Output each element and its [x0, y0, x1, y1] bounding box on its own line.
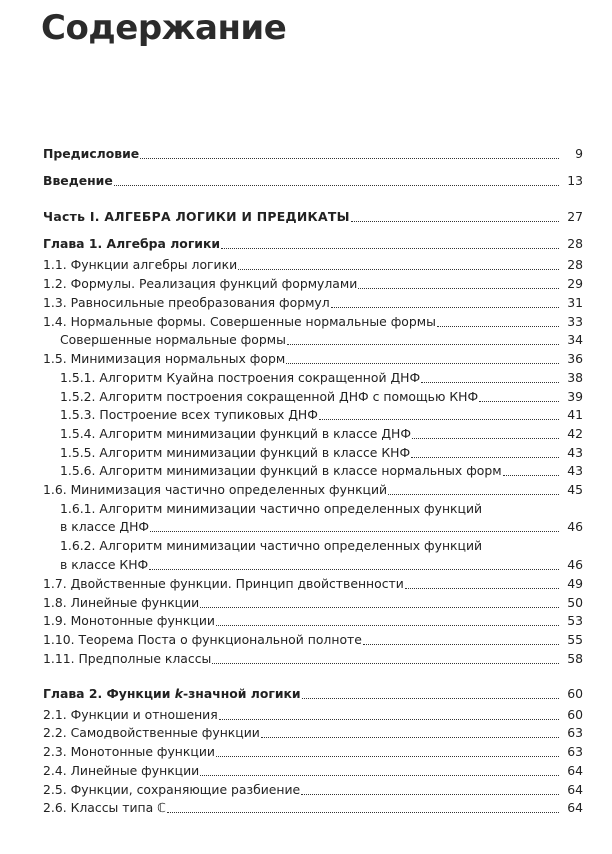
toc-entry-section[interactable]	[43, 763, 583, 779]
dot-leader	[200, 607, 559, 608]
toc-entry-subsection[interactable]	[43, 370, 583, 386]
dot-leader	[412, 438, 559, 439]
dot-leader	[411, 457, 559, 458]
toc-page-number: 46	[567, 557, 583, 572]
toc-page-number: 64	[567, 782, 583, 797]
toc-entry-title: 2.1. Функции и отношения	[43, 707, 218, 722]
chapter-title-start: Глава 2. Функции	[43, 686, 175, 701]
toc-entry-title: в классе ДНФ	[60, 519, 150, 534]
toc-entry-section[interactable]	[43, 595, 583, 611]
toc-entry-section[interactable]	[43, 651, 583, 667]
chapter-title-end: -значной логики	[182, 686, 301, 701]
toc-page-number: 55	[567, 632, 583, 647]
toc-page-number: 43	[567, 445, 583, 460]
toc-entry-subsection[interactable]	[43, 389, 583, 405]
toc-entry-title: 1.3. Равносильные преобразования формул	[43, 295, 330, 310]
toc-entry-section[interactable]	[43, 314, 583, 330]
dot-leader	[479, 401, 559, 402]
toc-entry-subsection[interactable]	[43, 426, 583, 442]
dot-leader	[286, 363, 559, 364]
dot-leader	[212, 663, 559, 664]
toc-entry-title: 1.5.6. Алгоритм минимизации функций в классе нормальных форм	[60, 463, 502, 478]
toc-page-number: 33	[567, 314, 583, 329]
dot-leader	[200, 775, 559, 776]
toc-entry-chapter-2[interactable]	[43, 686, 583, 702]
toc-page-number: 28	[567, 257, 583, 272]
toc-page-number: 64	[567, 763, 583, 778]
toc-page-number: 27	[567, 209, 583, 224]
toc-page-number: 46	[567, 519, 583, 534]
toc-entry-section[interactable]	[43, 782, 583, 798]
toc-entry-introduction[interactable]	[43, 173, 583, 189]
toc-entry-subsection[interactable]	[43, 407, 583, 423]
toc-entry-title: 2.2. Самодвойственные функции	[43, 725, 260, 740]
toc-entry-title: Предисловие	[43, 146, 140, 161]
toc-entry-title: 1.6.2. Алгоритм минимизации частично определенных функций	[60, 538, 483, 553]
toc-entry-section[interactable]	[43, 613, 583, 629]
toc-page-number: 63	[567, 744, 583, 759]
toc-entry-section[interactable]	[43, 257, 583, 273]
toc-page-number: 29	[567, 276, 583, 291]
toc-entry-title: 2.4. Линейные функции	[43, 763, 200, 778]
toc-entry-subsection[interactable]	[43, 463, 583, 479]
toc-entry-subsection[interactable]	[43, 332, 583, 348]
dot-leader	[140, 158, 559, 159]
dot-leader	[219, 719, 559, 720]
toc-entry-section[interactable]	[43, 707, 583, 723]
toc-page-number: 50	[567, 595, 583, 610]
toc-entry-title: 2.3. Монотонные функции	[43, 744, 215, 759]
toc-entry-title: Часть I. АЛГЕБРА ЛОГИКИ И ПРЕДИКАТЫ	[43, 209, 350, 224]
page-title: Содержание	[41, 8, 287, 48]
dot-leader	[216, 756, 559, 757]
toc-page-number: 64	[567, 800, 583, 815]
toc-entry-title: 1.1. Функции алгебры логики	[43, 257, 238, 272]
dot-leader	[503, 475, 559, 476]
toc-entry-title: 1.6.1. Алгоритм минимизации частично определенных функций	[60, 501, 483, 516]
toc-entry-section[interactable]	[43, 482, 583, 498]
dot-leader	[167, 812, 559, 813]
toc-page-number: 45	[567, 482, 583, 497]
toc-page-number: 58	[567, 651, 583, 666]
dot-leader	[405, 588, 559, 589]
dot-leader	[114, 185, 559, 186]
toc-page-number: 41	[567, 407, 583, 422]
toc-entry-title: 1.10. Теорема Поста о функциональной полноте	[43, 632, 362, 647]
dot-leader	[238, 269, 559, 270]
toc-entry-section[interactable]	[43, 800, 583, 816]
toc-entry-subsection-cont[interactable]	[43, 557, 583, 573]
toc-page-number: 42	[567, 426, 583, 441]
toc-entry-title: 1.4. Нормальные формы. Совершенные нормальные формы	[43, 314, 436, 329]
toc-page-number: 39	[567, 389, 583, 404]
toc-page-number: 60	[567, 686, 583, 701]
toc-entry-title: 1.5.5. Алгоритм минимизации функций в классе КНФ	[60, 445, 411, 460]
dot-leader	[331, 307, 559, 308]
toc-entry-title: 1.6. Минимизация частично определенных функций	[43, 482, 388, 497]
toc-entry-title: Введение	[43, 173, 113, 188]
toc-entry-part-1[interactable]	[43, 209, 583, 225]
toc-entry-title: 1.2. Формулы. Реализация функций формулами	[43, 276, 358, 291]
dot-leader	[301, 794, 559, 795]
toc-entry-subsection[interactable]	[43, 445, 583, 461]
toc-entry-title: 1.5.2. Алгоритм построения сокращенной ДНФ с помощью КНФ	[60, 389, 479, 404]
toc-entry-title: 2.5. Функции, сохраняющие разбиение	[43, 782, 301, 797]
toc-entry-chapter-1[interactable]	[43, 236, 583, 252]
dot-leader	[388, 494, 559, 495]
dot-leader	[149, 569, 559, 570]
toc-entry-title: 1.7. Двойственные функции. Принцип двойственности	[43, 576, 404, 591]
chapter-title-k: k	[174, 686, 183, 701]
dot-leader	[302, 698, 559, 699]
toc-entry-title: 1.11. Предполные классы	[43, 651, 212, 666]
toc-entry-section[interactable]	[43, 276, 583, 292]
toc-entry-title: 1.5.4. Алгоритм минимизации функций в классе ДНФ	[60, 426, 412, 441]
dot-leader	[221, 248, 559, 249]
dot-leader	[351, 221, 559, 222]
toc-entry-title: Глава 1. Алгебра логики	[43, 236, 221, 251]
toc-page-number: 9	[575, 146, 583, 161]
dot-leader	[421, 382, 559, 383]
toc-page-number: 49	[567, 576, 583, 591]
dot-leader	[437, 326, 559, 327]
toc-entry-title: Совершенные нормальные формы	[60, 332, 286, 347]
toc-entry-subsection-cont[interactable]	[43, 519, 583, 535]
toc-entry-section[interactable]	[43, 725, 583, 741]
toc-entry-section[interactable]	[43, 295, 583, 311]
toc-page-number: 60	[567, 707, 583, 722]
toc-entry-subsection[interactable]	[43, 538, 583, 554]
toc-entry-title: 1.5.3. Построение всех тупиковых ДНФ	[60, 407, 318, 422]
dot-leader	[319, 419, 559, 420]
toc-page-number: 53	[567, 613, 583, 628]
toc-page-number: 43	[567, 463, 583, 478]
toc-entry-subsection[interactable]	[43, 501, 583, 517]
toc-entry-title: 1.5.1. Алгоритм Куайна построения сокращенной ДНФ	[60, 370, 421, 385]
toc-entry-section[interactable]	[43, 576, 583, 592]
toc-page-number: 63	[567, 725, 583, 740]
toc-page-number: 36	[567, 351, 583, 366]
dot-leader	[363, 644, 559, 645]
toc-page-number: 31	[567, 295, 583, 310]
toc-entry-title: 1.9. Монотонные функции	[43, 613, 215, 628]
toc-entry-section[interactable]	[43, 351, 583, 367]
dot-leader	[287, 344, 559, 345]
toc-page-number: 28	[567, 236, 583, 251]
toc-entry-title	[43, 686, 301, 702]
dot-leader	[150, 531, 559, 532]
toc-page-number: 38	[567, 370, 583, 385]
toc-entry-title: 1.8. Линейные функции	[43, 595, 200, 610]
dot-leader	[261, 737, 559, 738]
toc-entry-title: 2.6. Классы типа ℂ	[43, 800, 166, 815]
toc-entry-preface[interactable]	[43, 146, 583, 162]
dot-leader	[358, 288, 559, 289]
toc-page-number: 34	[567, 332, 583, 347]
toc-entry-title: в классе КНФ	[60, 557, 149, 572]
toc-entry-section[interactable]	[43, 632, 583, 648]
toc-page-number: 13	[567, 173, 583, 188]
toc-entry-section[interactable]	[43, 744, 583, 760]
toc-entry-title: 1.5. Минимизация нормальных форм	[43, 351, 286, 366]
dot-leader	[216, 625, 559, 626]
